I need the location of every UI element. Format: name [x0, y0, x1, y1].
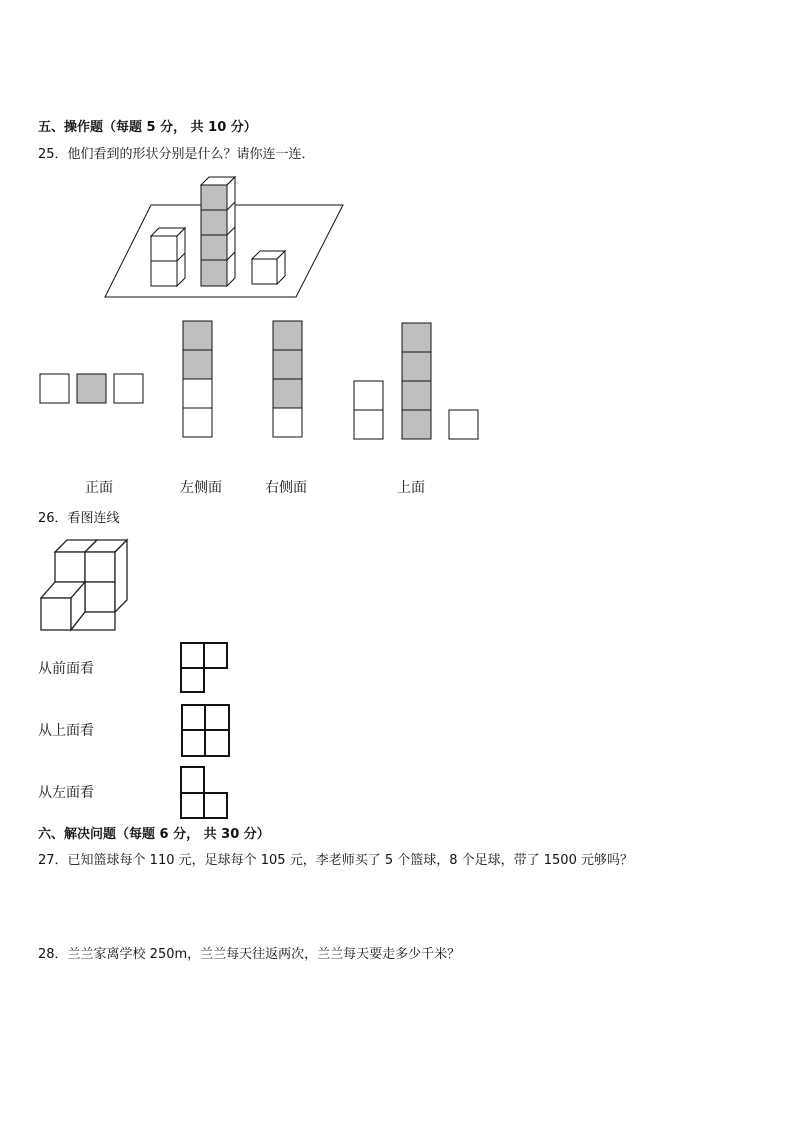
q26-label-from-left: 从左面看 — [38, 785, 94, 801]
q26-view-shape-1 — [179, 641, 231, 695]
q25-label-left-side: 左侧面 — [180, 480, 222, 496]
q25-label-top: 上面 — [397, 480, 425, 496]
q25-view-option-a — [39, 373, 145, 405]
section-six-heading: 六、解决问题（每题 6 分， 共 30 分） — [38, 827, 270, 842]
q25-label-front: 正面 — [85, 480, 113, 496]
q25-view-option-b — [182, 320, 214, 440]
q26-view-shape-3 — [179, 765, 231, 821]
question-26-text: 26．看图连线 — [38, 511, 120, 526]
section-five-heading: 五、操作题（每题 5 分， 共 10 分） — [38, 120, 257, 135]
q26-label-from-top: 从上面看 — [38, 723, 94, 739]
question-28-text: 28．兰兰家离学校 250m，兰兰每天往返两次，兰兰每天要走多少千米？ — [38, 947, 461, 962]
q26-label-from-front: 从前面看 — [38, 661, 94, 677]
q25-cube-scene-figure — [104, 178, 344, 298]
q26-cube-figure — [38, 538, 130, 634]
question-25-text: 25．他们看到的形状分别是什么？请你连一连． — [38, 147, 315, 162]
question-27-text: 27．已知篮球每个 110 元，足球每个 105 元，李老师买了 5 个篮球，8 个足球，带了 1500 元够吗？ — [38, 853, 633, 868]
q25-label-right-side: 右侧面 — [265, 480, 307, 496]
q25-view-option-d — [353, 321, 481, 441]
q26-view-shape-2 — [179, 703, 231, 759]
q25-view-option-c — [272, 320, 304, 440]
